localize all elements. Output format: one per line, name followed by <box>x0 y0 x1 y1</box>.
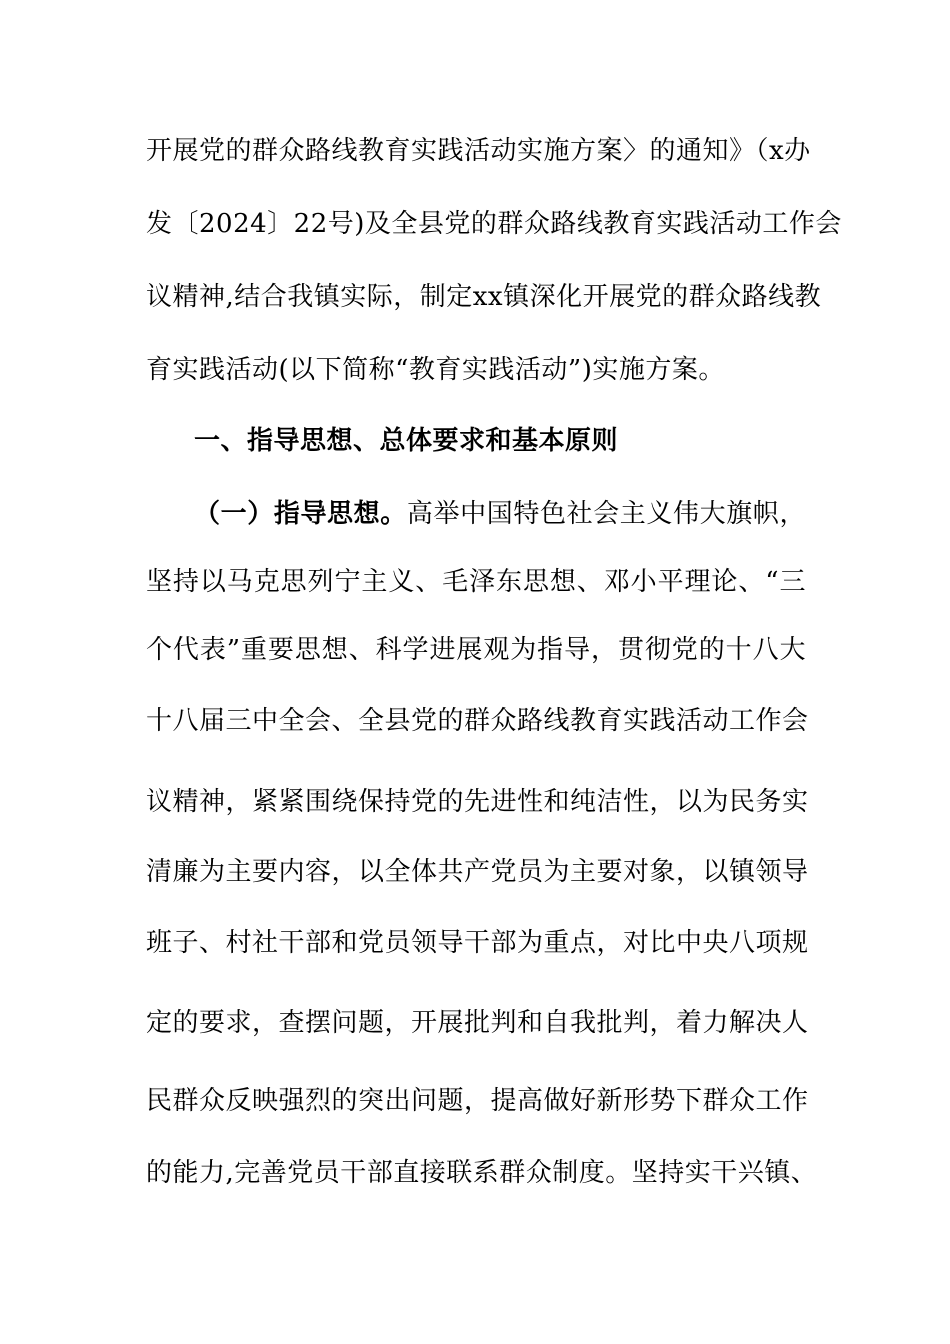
subsection-first-line-text: 高举中国特色社会主义伟大旗帜， <box>406 499 806 529</box>
body-text-line: 清廉为主要内容，以全体共产党员为主要对象，以镇领导 <box>146 857 809 887</box>
subsection-label: （一）指导思想。 <box>194 499 407 529</box>
body-text-line: 十八届三中全会、全县党的群众路线教育实践活动工作会 <box>146 706 809 736</box>
body-text-line: 育实践活动(以下简称“教育实践活动”)实施方案。 <box>146 355 725 385</box>
body-text-line: 发〔2024〕22号)及全县党的群众路线教育实践活动工作会 <box>146 209 842 239</box>
subsection-first-line <box>194 494 806 534</box>
body-text-line: 个代表”重要思想、科学进展观为指导，贯彻党的十八大 <box>146 635 806 665</box>
body-text-line: 民群众反映强烈的突出问题，提高做好新形势下群众工作 <box>146 1086 809 1116</box>
body-text-line: 议精神，紧紧围绕保持党的先进性和纯洁性，以为民务实 <box>146 787 809 817</box>
section-heading: 一、指导思想、总体要求和基本原则 <box>194 426 619 456</box>
body-text-line: 的能力,完善党员干部直接联系群众制度。坚持实干兴镇、 <box>146 1158 818 1188</box>
body-text-line: 定的要求，查摆问题，开展批判和自我批判，着力解决人 <box>146 1008 809 1038</box>
body-text-line: 开展党的群众路线教育实践活动实施方案〉的通知》（x办 <box>146 136 811 166</box>
body-text-line: 议精神,结合我镇实际，制定xx镇深化开展党的群众路线教 <box>146 282 822 312</box>
body-text-line: 坚持以马克思列宁主义、毛泽东思想、邓小平理论、“三 <box>146 567 806 597</box>
body-text-line: 班子、村社干部和党员领导干部为重点，对比中央八项规 <box>146 928 809 958</box>
